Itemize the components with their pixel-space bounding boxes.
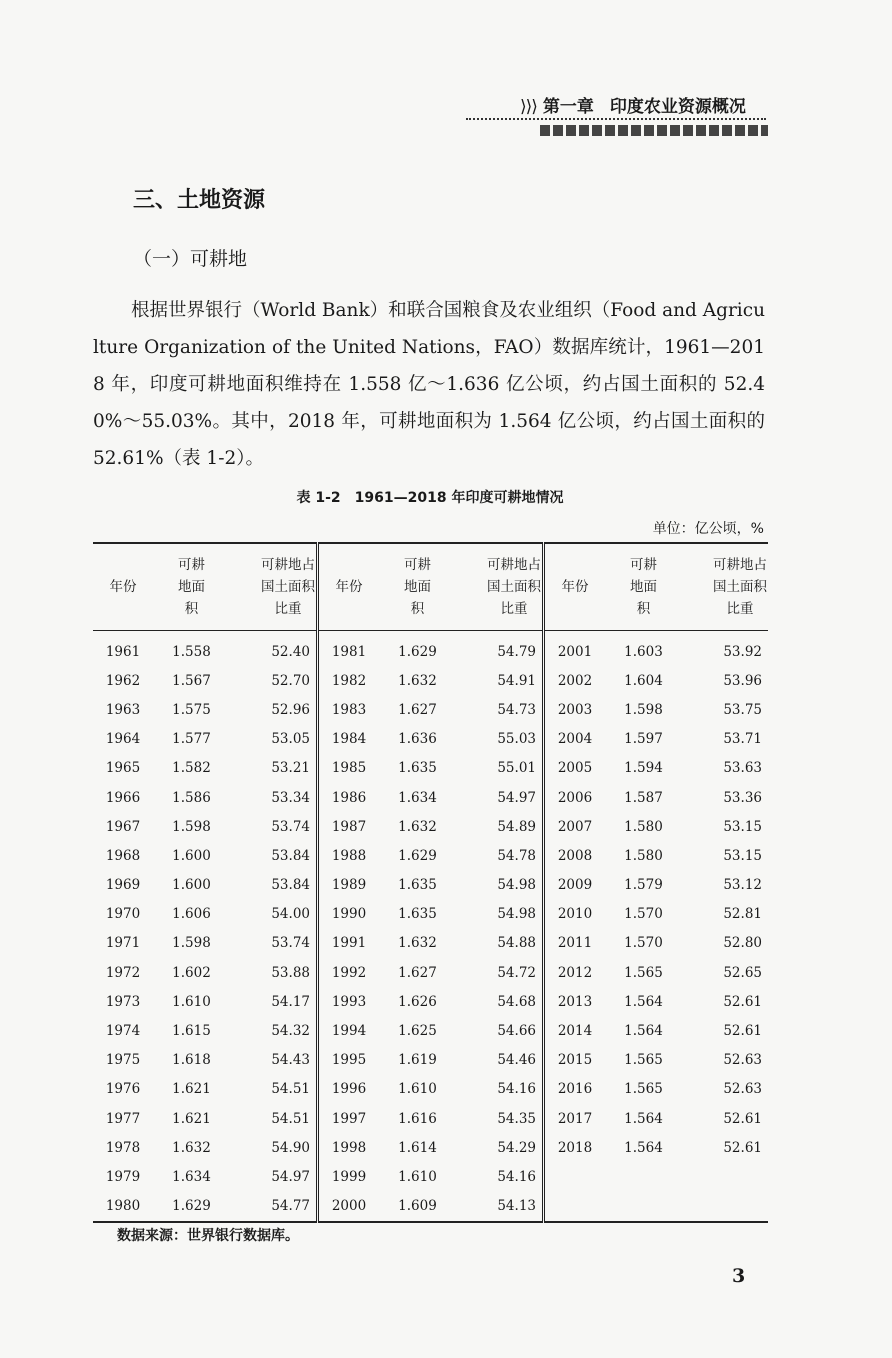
header-share: 可耕地占国土面积比重 <box>456 543 544 631</box>
year-cell: 1979 <box>105 1168 141 1185</box>
share-cell: 52.70 <box>271 672 310 689</box>
year-cell: 2007 <box>544 812 606 841</box>
year-cell: 1961 <box>105 643 141 660</box>
area-cell: 1.602 <box>172 964 211 981</box>
year-cell: 2013 <box>544 987 606 1016</box>
subsection-title: （一）可耕地 <box>133 248 248 270</box>
area-cell: 1.598 <box>172 935 211 952</box>
share-cell <box>682 1192 768 1222</box>
area-cell: 1.625 <box>398 1023 437 1040</box>
share-cell: 54.35 <box>497 1110 536 1127</box>
area-cell: 1.635 <box>398 760 437 777</box>
year-cell: 1985 <box>318 754 380 783</box>
table-row <box>93 812 768 841</box>
area-cell: 1.564 <box>624 1023 663 1040</box>
share-cell: 52.61 <box>723 1110 762 1127</box>
share-cell: 54.72 <box>497 964 536 981</box>
share-cell: 53.92 <box>723 643 762 660</box>
year-cell: 1995 <box>318 1046 380 1075</box>
year-cell: 2006 <box>544 783 606 812</box>
share-cell: 54.43 <box>271 1052 310 1069</box>
share-cell: 54.16 <box>497 1168 536 1185</box>
share-cell: 54.29 <box>497 1139 536 1156</box>
share-cell: 53.74 <box>271 935 310 952</box>
area-cell: 1.582 <box>172 760 211 777</box>
share-cell: 54.00 <box>271 906 310 923</box>
area-cell: 1.609 <box>398 1198 437 1215</box>
page-number: 3 <box>732 1265 746 1287</box>
area-cell: 1.580 <box>624 818 663 835</box>
share-cell: 54.97 <box>497 789 536 806</box>
share-cell: 54.90 <box>271 1139 310 1156</box>
share-cell: 54.98 <box>497 906 536 923</box>
year-cell: 2012 <box>544 958 606 987</box>
year-cell: 1963 <box>105 701 141 718</box>
header-year: 年份 <box>544 543 606 631</box>
area-cell: 1.610 <box>172 993 211 1010</box>
table-row <box>93 900 768 929</box>
header-year: 年份 <box>318 543 380 631</box>
year-cell: 2000 <box>318 1192 380 1222</box>
share-cell <box>682 1162 768 1191</box>
year-cell: 1998 <box>318 1133 380 1162</box>
area-cell <box>605 1162 682 1191</box>
table-body <box>93 631 768 1222</box>
year-cell: 1975 <box>105 1052 141 1069</box>
area-cell: 1.594 <box>624 760 663 777</box>
year-cell: 1980 <box>105 1198 141 1215</box>
area-cell: 1.565 <box>624 1052 663 1069</box>
area-cell: 1.570 <box>624 935 663 952</box>
share-cell: 54.51 <box>271 1110 310 1127</box>
year-cell <box>544 1192 606 1222</box>
year-cell: 1983 <box>318 695 380 724</box>
year-cell: 1993 <box>318 987 380 1016</box>
share-cell: 53.12 <box>723 877 762 894</box>
area-cell: 1.629 <box>398 847 437 864</box>
share-cell: 53.75 <box>723 701 762 718</box>
share-cell: 54.89 <box>497 818 536 835</box>
area-cell: 1.629 <box>172 1198 211 1215</box>
share-cell: 52.61 <box>723 1023 762 1040</box>
year-cell: 2004 <box>544 725 606 754</box>
year-cell: 1982 <box>318 666 380 695</box>
share-cell: 53.71 <box>723 731 762 748</box>
year-cell: 1969 <box>105 877 141 894</box>
area-cell: 1.564 <box>624 1110 663 1127</box>
share-cell: 54.88 <box>497 935 536 952</box>
area-cell: 1.636 <box>398 731 437 748</box>
area-cell: 1.600 <box>172 847 211 864</box>
area-cell: 1.567 <box>172 672 211 689</box>
running-head-decorative-bar <box>540 125 768 136</box>
table-row <box>93 1075 768 1104</box>
header-share: 可耕地占国土面积比重 <box>682 543 768 631</box>
header-area: 可耕地面积 <box>153 543 230 631</box>
section-title: 三、土地资源 <box>133 188 266 213</box>
share-cell: 52.61 <box>723 993 762 1010</box>
running-head-title: 印度农业资源概况 <box>609 97 746 117</box>
share-cell: 54.79 <box>497 643 536 660</box>
table-row <box>93 631 768 667</box>
share-cell: 54.17 <box>271 993 310 1010</box>
year-cell: 1992 <box>318 958 380 987</box>
area-cell: 1.604 <box>624 672 663 689</box>
year-cell: 2017 <box>544 1104 606 1133</box>
year-cell: 2010 <box>544 900 606 929</box>
area-cell: 1.616 <box>398 1110 437 1127</box>
share-cell: 53.63 <box>723 760 762 777</box>
year-cell: 1994 <box>318 1016 380 1045</box>
area-cell: 1.564 <box>624 993 663 1010</box>
year-cell: 1964 <box>105 731 141 748</box>
year-cell: 1973 <box>105 993 141 1010</box>
year-cell: 2008 <box>544 841 606 870</box>
area-cell: 1.577 <box>172 731 211 748</box>
share-cell: 53.36 <box>723 789 762 806</box>
area-cell: 1.632 <box>172 1139 211 1156</box>
area-cell: 1.587 <box>624 789 663 806</box>
year-cell: 2015 <box>544 1046 606 1075</box>
year-cell: 1997 <box>318 1104 380 1133</box>
table-row <box>93 1104 768 1133</box>
area-cell: 1.586 <box>172 789 211 806</box>
share-cell: 54.51 <box>271 1081 310 1098</box>
share-cell: 54.32 <box>271 1023 310 1040</box>
table-row <box>93 1192 768 1222</box>
area-cell: 1.635 <box>398 877 437 894</box>
table-source-note: 数据来源：世界银行数据库。 <box>117 1228 299 1244</box>
table-unit: 单位：亿公顷，% <box>652 521 764 537</box>
table-row <box>93 754 768 783</box>
year-cell <box>544 1162 606 1191</box>
year-cell: 1978 <box>105 1139 141 1156</box>
area-cell: 1.626 <box>398 993 437 1010</box>
area-cell: 1.580 <box>624 847 663 864</box>
share-cell: 55.03 <box>497 731 536 748</box>
year-cell: 1965 <box>105 760 141 777</box>
area-cell: 1.598 <box>172 818 211 835</box>
year-cell: 1968 <box>105 847 141 864</box>
share-cell: 53.84 <box>271 847 310 864</box>
share-cell: 53.21 <box>271 760 310 777</box>
table-row <box>93 1046 768 1075</box>
table-row <box>93 841 768 870</box>
area-cell: 1.597 <box>624 731 663 748</box>
share-cell: 53.96 <box>723 672 762 689</box>
share-cell: 52.40 <box>271 643 310 660</box>
share-cell: 53.88 <box>271 964 310 981</box>
area-cell: 1.565 <box>624 964 663 981</box>
area-cell: 1.634 <box>398 789 437 806</box>
share-cell: 54.91 <box>497 672 536 689</box>
year-cell: 1976 <box>105 1081 141 1098</box>
table-row <box>93 695 768 724</box>
area-cell: 1.634 <box>172 1168 211 1185</box>
table-row <box>93 725 768 754</box>
table-row <box>93 666 768 695</box>
year-cell: 1970 <box>105 906 141 923</box>
year-cell: 1962 <box>105 672 141 689</box>
table-row <box>93 1133 768 1162</box>
area-cell: 1.565 <box>624 1081 663 1098</box>
header-area: 可耕地面积 <box>605 543 682 631</box>
share-cell: 54.66 <box>497 1023 536 1040</box>
year-cell: 2005 <box>544 754 606 783</box>
year-cell: 2009 <box>544 871 606 900</box>
share-cell: 53.34 <box>271 789 310 806</box>
area-cell: 1.564 <box>624 1139 663 1156</box>
table-row <box>93 987 768 1016</box>
table-row <box>93 783 768 812</box>
share-cell: 53.15 <box>723 847 762 864</box>
area-cell: 1.621 <box>172 1081 211 1098</box>
share-cell: 52.81 <box>723 906 762 923</box>
running-head-dotted-rule <box>466 118 766 120</box>
share-cell: 52.80 <box>723 935 762 952</box>
area-cell: 1.618 <box>172 1052 211 1069</box>
year-cell: 2016 <box>544 1075 606 1104</box>
share-cell: 54.98 <box>497 877 536 894</box>
header-area: 可耕地面积 <box>379 543 456 631</box>
year-cell: 1986 <box>318 783 380 812</box>
table-row <box>93 1162 768 1191</box>
running-head-arrows: ⟩⟩⟩ <box>520 97 537 117</box>
share-cell: 52.63 <box>723 1052 762 1069</box>
year-cell: 2014 <box>544 1016 606 1045</box>
area-cell: 1.619 <box>398 1052 437 1069</box>
share-cell: 52.63 <box>723 1081 762 1098</box>
share-cell: 54.16 <box>497 1081 536 1098</box>
area-cell: 1.558 <box>172 643 211 660</box>
year-cell: 1984 <box>318 725 380 754</box>
share-cell: 54.68 <box>497 993 536 1010</box>
share-cell: 54.46 <box>497 1052 536 1069</box>
year-cell: 1990 <box>318 900 380 929</box>
year-cell: 1971 <box>105 935 141 952</box>
year-cell: 2002 <box>544 666 606 695</box>
share-cell: 54.97 <box>271 1168 310 1185</box>
year-cell: 2011 <box>544 929 606 958</box>
year-cell: 2003 <box>544 695 606 724</box>
share-cell: 54.73 <box>497 701 536 718</box>
area-cell: 1.632 <box>398 935 437 952</box>
share-cell: 52.96 <box>271 701 310 718</box>
year-cell: 2001 <box>544 631 606 667</box>
area-cell: 1.614 <box>398 1139 437 1156</box>
year-cell: 2018 <box>544 1133 606 1162</box>
area-cell: 1.603 <box>624 643 663 660</box>
year-cell: 1981 <box>318 631 380 667</box>
share-cell: 53.15 <box>723 818 762 835</box>
year-cell: 1996 <box>318 1075 380 1104</box>
share-cell: 55.01 <box>497 760 536 777</box>
year-cell: 1966 <box>105 789 141 806</box>
share-cell: 53.74 <box>271 818 310 835</box>
share-cell: 53.84 <box>271 877 310 894</box>
area-cell <box>605 1192 682 1222</box>
year-cell: 1991 <box>318 929 380 958</box>
arable-land-table <box>93 542 768 1223</box>
area-cell: 1.635 <box>398 906 437 923</box>
year-cell: 1987 <box>318 812 380 841</box>
body-paragraph: 根据世界银行（World Bank）和联合国粮食及农业组织（Food and Agriculture Organization of the United Nations，FAO）数据库统计，1961—2018 年，印度可耕地面积维持在 1.558 亿～1.636 亿公顷，约占国土面积的 52.40%～55.03%。其中，2018 年，可耕地面积为 1.564 亿公顷，约占国土面积的 52.61%（表 1-2）。 <box>93 300 765 469</box>
table-caption: 表 1-2 1961—2018 年印度可耕地情况 <box>296 490 564 506</box>
year-cell: 1972 <box>105 964 141 981</box>
header-share: 可耕地占国土面积比重 <box>230 543 318 631</box>
header-year: 年份 <box>93 543 153 631</box>
table-row <box>93 871 768 900</box>
area-cell: 1.615 <box>172 1023 211 1040</box>
area-cell: 1.632 <box>398 672 437 689</box>
table-row <box>93 929 768 958</box>
year-cell: 1967 <box>105 818 141 835</box>
share-cell: 52.61 <box>723 1139 762 1156</box>
year-cell: 1977 <box>105 1110 141 1127</box>
share-cell: 52.65 <box>723 964 762 981</box>
table-row <box>93 958 768 987</box>
area-cell: 1.610 <box>398 1168 437 1185</box>
share-cell: 54.13 <box>497 1198 536 1215</box>
area-cell: 1.600 <box>172 877 211 894</box>
table-row <box>93 1016 768 1045</box>
year-cell: 1988 <box>318 841 380 870</box>
share-cell: 54.78 <box>497 847 536 864</box>
area-cell: 1.570 <box>624 906 663 923</box>
share-cell: 53.05 <box>271 731 310 748</box>
area-cell: 1.575 <box>172 701 211 718</box>
area-cell: 1.598 <box>624 701 663 718</box>
area-cell: 1.621 <box>172 1110 211 1127</box>
area-cell: 1.627 <box>398 701 437 718</box>
area-cell: 1.627 <box>398 964 437 981</box>
running-head <box>520 92 765 117</box>
area-cell: 1.610 <box>398 1081 437 1098</box>
area-cell: 1.629 <box>398 643 437 660</box>
year-cell: 1974 <box>105 1023 141 1040</box>
area-cell: 1.579 <box>624 877 663 894</box>
year-cell: 1999 <box>318 1162 380 1191</box>
running-head-chapter: 第一章 <box>542 97 594 117</box>
share-cell: 54.77 <box>271 1198 310 1215</box>
area-cell: 1.632 <box>398 818 437 835</box>
table-header-row <box>93 543 768 631</box>
area-cell: 1.606 <box>172 906 211 923</box>
year-cell: 1989 <box>318 871 380 900</box>
